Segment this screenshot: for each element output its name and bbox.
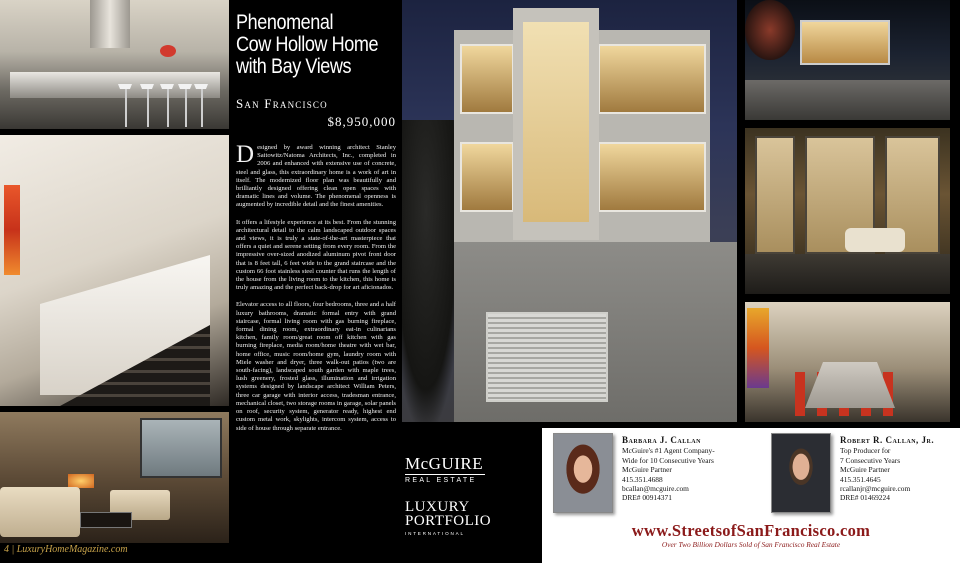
patio-photo bbox=[745, 0, 950, 120]
lp-wordmark-line2: PORTFOLIO bbox=[405, 513, 492, 529]
family-room-photo bbox=[745, 128, 950, 294]
flower-vase bbox=[160, 45, 176, 57]
agent-credential: McGuire's #1 Agent Company- bbox=[622, 446, 715, 456]
mcguire-logo bbox=[405, 455, 485, 485]
deck bbox=[745, 80, 950, 120]
city-window bbox=[140, 418, 222, 478]
page-footer bbox=[4, 544, 230, 560]
lp-wordmark-line1: LUXURY bbox=[405, 499, 470, 515]
wall-art bbox=[4, 185, 20, 275]
body-paragraph: Elevator access to all floors, four bedrooms, three and a half luxury bathrooms, dramatic formal entry with grand staircase, formal living room with gas burning fireplace, formal dining room, extraordinary eat-in culinarians kitchen, family room/great room off kitchen with gas burning fireplace, media room/home theatre with wet bar, home office, music room/home gym, laundry room with Miele washer and dryer, three walk-out patios (two are south-facing), landscaped south garden with maple trees, lush greenery, frosted glass, illumination and irrigation systems designed by landscape architect William Peters, three car garage with interior access, tradesman entrance, mechanical closet, two storage rooms in garage, solar panels on roof, security system, generator ready, highest end custom metal work, skylights, intercom system, access to side of house through separate entrance. bbox=[236, 301, 396, 432]
glass-doors bbox=[800, 20, 890, 65]
drop-cap: D bbox=[236, 141, 255, 168]
location: San Francisco bbox=[236, 96, 328, 111]
agent-email[interactable]: rcallanjr@mcguire.com bbox=[840, 484, 911, 494]
tower-window bbox=[523, 22, 589, 222]
headline bbox=[236, 12, 396, 78]
headline-line: Cow Hollow Home bbox=[236, 33, 379, 56]
agent-license: DRE# 01469224 bbox=[840, 493, 890, 503]
body-paragraph bbox=[236, 141, 396, 210]
tree bbox=[402, 120, 462, 422]
agent-panel bbox=[542, 428, 960, 563]
window bbox=[460, 44, 514, 114]
agent-portrait bbox=[553, 433, 613, 513]
bar-stool bbox=[160, 84, 174, 124]
agent-phone[interactable]: 415.351.4688 bbox=[622, 474, 663, 484]
glass-door bbox=[755, 136, 795, 254]
dining-table bbox=[805, 362, 895, 408]
fireplace bbox=[68, 474, 94, 488]
headline-line: with Bay Views bbox=[236, 55, 352, 78]
agent-credential: Top Producer for bbox=[840, 446, 891, 456]
agent-email[interactable]: bcallan@mcguire.com bbox=[622, 484, 689, 494]
agent-credential: 7 Consecutive Years bbox=[840, 455, 901, 465]
mcguire-subtitle: REAL ESTATE bbox=[405, 474, 485, 484]
staircase-photo bbox=[0, 135, 229, 406]
sofa bbox=[0, 487, 80, 537]
bar-stool bbox=[140, 84, 154, 124]
floor bbox=[745, 254, 950, 294]
agent-portrait bbox=[771, 433, 831, 513]
page-number: 4 bbox=[4, 544, 9, 555]
agent-credential: Wide for 10 Consecutive Years bbox=[622, 455, 714, 465]
website-tagline: Over Two Billion Dollars Sold of San Francisco Real Estate bbox=[661, 540, 841, 549]
website-link[interactable]: www.StreetsofSanFrancisco.com bbox=[631, 521, 871, 540]
plant bbox=[745, 0, 795, 60]
headline-line: Phenomenal bbox=[236, 11, 334, 34]
coffee-table bbox=[80, 512, 132, 528]
agent-title: McGuire Partner bbox=[622, 465, 672, 475]
bar-stool bbox=[178, 84, 192, 124]
agent-title: McGuire Partner bbox=[840, 465, 890, 475]
footer-separator: | bbox=[11, 544, 15, 555]
dining-room-photo bbox=[745, 302, 950, 422]
living-room-photo bbox=[0, 412, 229, 543]
article bbox=[236, 12, 396, 552]
agent-license: DRE# 00914371 bbox=[622, 493, 672, 503]
garage-door bbox=[486, 312, 608, 402]
wall-art bbox=[747, 308, 769, 388]
lp-subtitle: INTERNATIONAL bbox=[405, 531, 465, 536]
agent-name: Barbara J. Callan bbox=[622, 435, 701, 445]
bar-stool bbox=[118, 84, 132, 124]
agent-contact bbox=[840, 436, 958, 503]
kitchen-photo bbox=[0, 0, 229, 129]
window bbox=[598, 44, 706, 114]
agent-phone[interactable]: 415.351.4645 bbox=[840, 474, 881, 484]
range-hood bbox=[90, 0, 130, 48]
agent-name: Robert R. Callan, Jr. bbox=[840, 435, 935, 445]
lounge-chair bbox=[845, 228, 905, 252]
house-exterior-photo bbox=[402, 0, 737, 422]
paragraph-text: esigned by award winning architect Stanley Saitowitz/Natoma Architects, Inc., completed in 2006 and enhanced with extensive use of concrete, steel and glass, this extraordinary home is a work of art in itself. The modernized floor plan was beautifully and brilliantly designed offering clean open spaces with dramatic lines and volume. The phenomenal openness is augmented by incredible detail and the finest amenities. bbox=[236, 144, 396, 209]
luxury-portfolio-logo bbox=[405, 499, 492, 542]
window bbox=[460, 142, 514, 212]
agent-contact bbox=[622, 436, 752, 503]
body-paragraph: It offers a lifestyle experience at its best. From the stunning architectural detail to the calm landscaped outdoor spaces and views, it is truly a state-of-the-art masterpiece that offers a quiet and serene setting from every room. From the impressive over-sized anodized aluminum pivot front door that is 8 feet tall, 6 feet wide to the grand staircase and the custom 66 foot stainless steel counter that runs the length of the house from the living room to the kitchen, this home is truly amazing and the perfect back-drop for art aficionados. bbox=[236, 218, 396, 292]
magazine-link[interactable]: LuxuryHomeMagazine.com bbox=[16, 544, 128, 555]
bar-stool bbox=[194, 84, 208, 124]
price: $8,950,000 bbox=[327, 114, 396, 129]
mcguire-wordmark: McGUIRE bbox=[405, 454, 484, 473]
window bbox=[598, 142, 706, 212]
